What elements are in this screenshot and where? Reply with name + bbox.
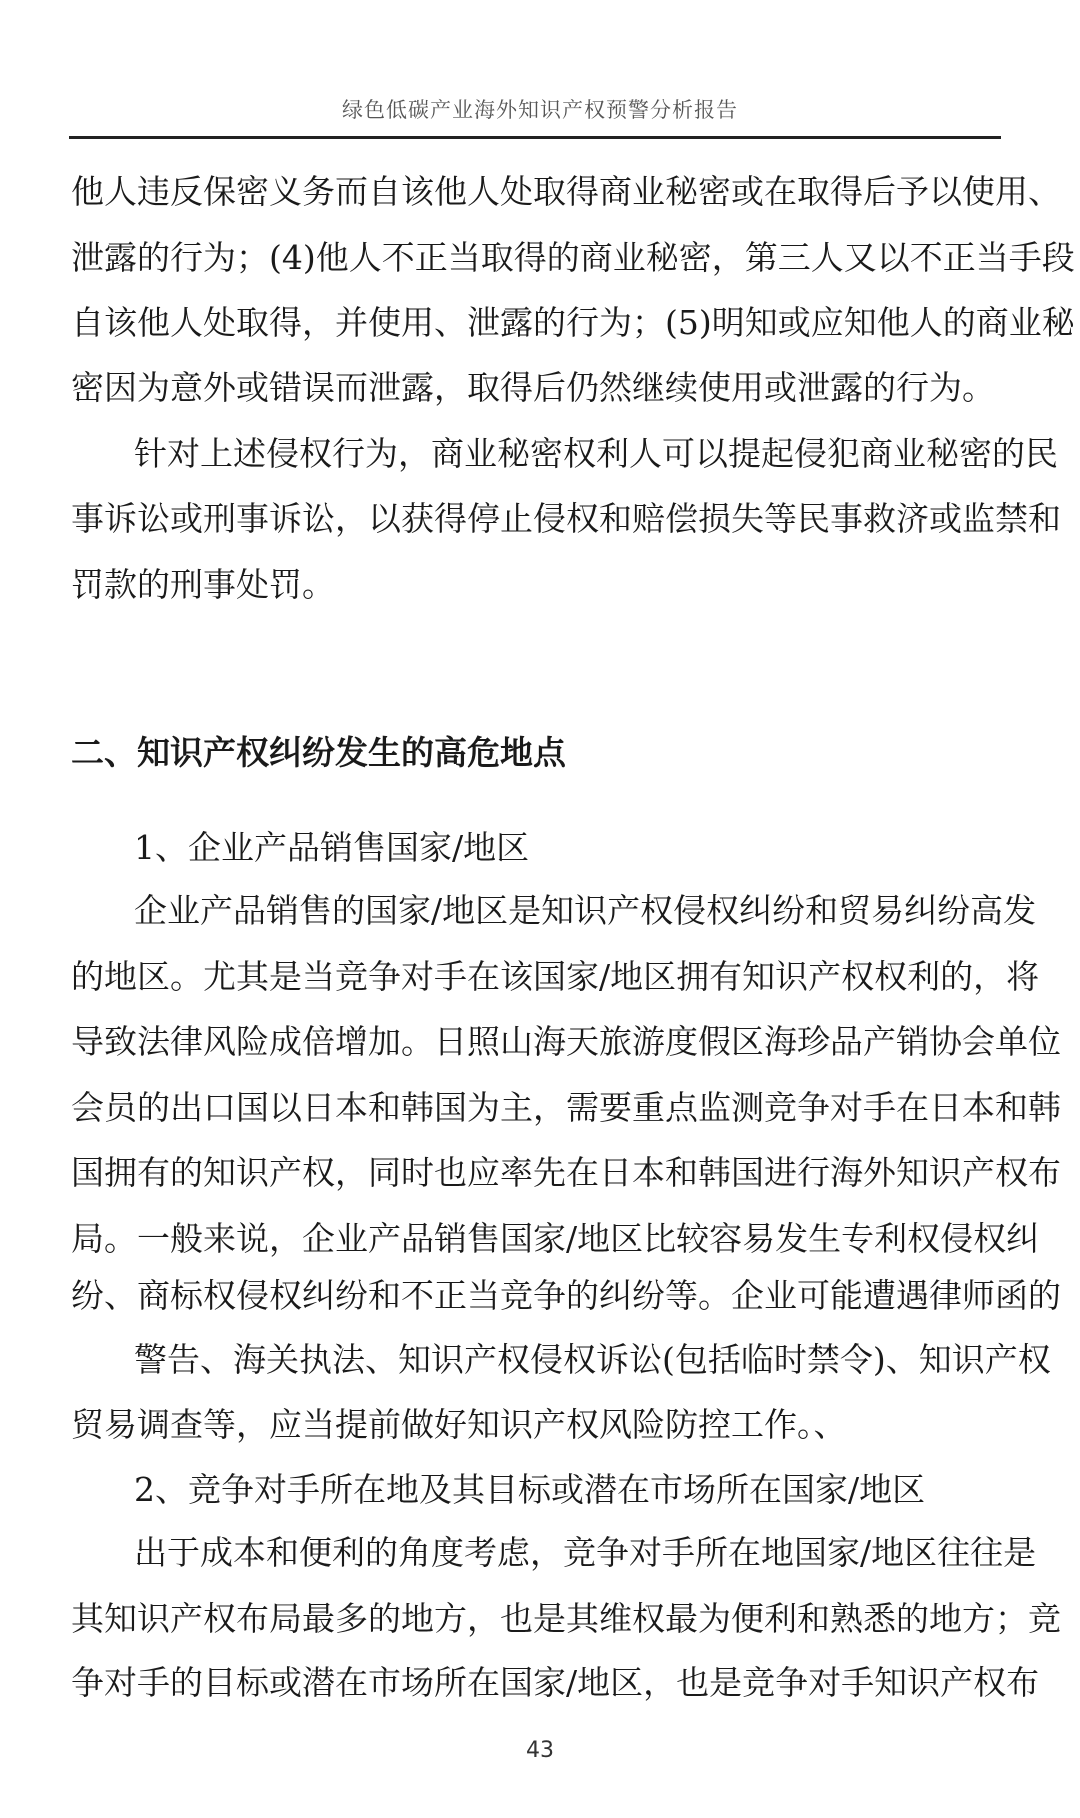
- text-line: 争对手的目标或潜在市场所在国家/地区，也是竞争对手知识产权布: [71, 1663, 1040, 1702]
- subsection-heading: 1、企业产品销售国家/地区: [134, 828, 530, 867]
- text-line: 罚款的刑事处罚。: [71, 565, 335, 604]
- text-line: 出于成本和便利的角度考虑，竞争对手所在地国家/地区往往是: [134, 1533, 1037, 1572]
- text-line: 国拥有的知识产权，同时也应率先在日本和韩国进行海外知识产权布: [71, 1153, 1061, 1192]
- text-line: 针对上述侵权行为，商业秘密权利人可以提起侵犯商业秘密的民: [134, 434, 1058, 473]
- text-line: 纷、商标权侵权纠纷和不正当竞争的纠纷等。企业可能遭遇律师函的: [71, 1276, 1061, 1315]
- text-line: 贸易调查等，应当提前做好知识产权风险防控工作。、: [71, 1405, 847, 1444]
- text-line: 密因为意外或错误而泄露，取得后仍然继续使用或泄露的行为。: [71, 368, 995, 407]
- subsection-heading: 2、竞争对手所在地及其目标或潜在市场所在国家/地区: [134, 1470, 926, 1509]
- page-number: 43: [526, 1738, 554, 1763]
- text-line: 会员的出口国以日本和韩国为主，需要重点监测竞争对手在日本和韩: [71, 1088, 1061, 1127]
- text-line: 他人违反保密义务而自该他人处取得商业秘密或在取得后予以使用、: [71, 172, 1061, 211]
- section-heading: 二、知识产权纠纷发生的高危地点: [71, 733, 566, 772]
- text-line: 警告、海关执法、知识产权侵权诉讼(包括临时禁令)、知识产权: [134, 1340, 1051, 1379]
- running-header: 绿色低碳产业海外知识产权预警分析报告: [342, 98, 738, 122]
- text-line: 事诉讼或刑事诉讼，以获得停止侵权和赔偿损失等民事救济或监禁和: [71, 499, 1061, 538]
- text-line: 的地区。尤其是当竞争对手在该国家/地区拥有知识产权权利的，将: [71, 957, 1040, 996]
- text-line: 其知识产权布局最多的地方，也是其维权最为便利和熟悉的地方；竞: [71, 1599, 1061, 1638]
- text-line: 泄露的行为；(4)他人不正当取得的商业秘密，第三人又以不正当手段: [71, 238, 1075, 277]
- text-line: 自该他人处取得，并使用、泄露的行为；(5)明知或应知他人的商业秘: [71, 303, 1075, 342]
- text-line: 导致法律风险成倍增加。日照山海天旅游度假区海珍品产销协会单位: [71, 1022, 1061, 1061]
- text-line: 企业产品销售的国家/地区是知识产权侵权纠纷和贸易纠纷高发: [134, 891, 1037, 930]
- text-line: 局。一般来说，企业产品销售国家/地区比较容易发生专利权侵权纠: [71, 1219, 1040, 1258]
- header-rule: [69, 136, 1001, 139]
